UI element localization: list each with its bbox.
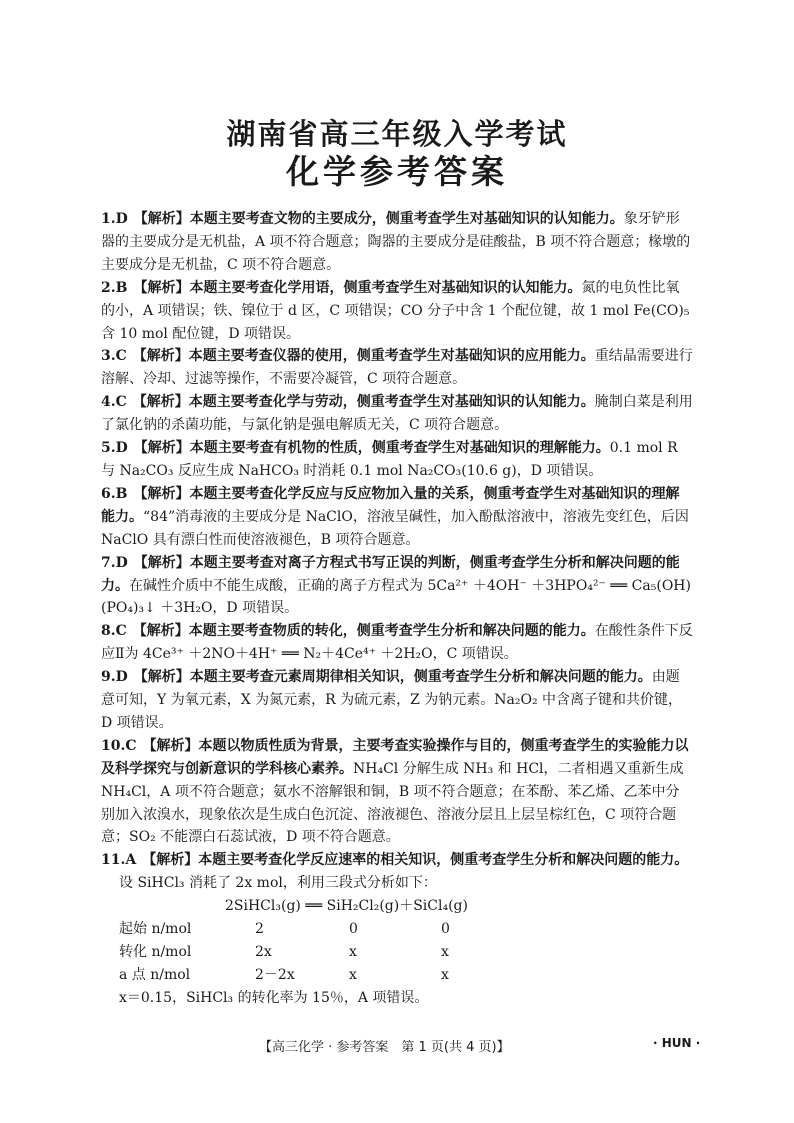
answer-detail: 在碱性介质中不能生成酸，正确的离子方程式为 5Ca²⁺ ＋4OH⁻ ＋3HPO₄²⁻ ══ Ca₅(OH)(PO₄)₃↓ ＋3H₂O，D 项错误。 [101, 577, 691, 617]
answer-detail: “84”消毒液的主要成分是 NaClO，溶液呈碱性，加入酚酞溶液中，溶液先变红色，后因 NaClO 具有漂白性而使溶液褪色，B 项符合题意。 [101, 508, 689, 548]
answer-number: 5.D [101, 440, 128, 457]
answer-item-10 [101, 735, 693, 850]
row-value-sihcl3: 2 [255, 921, 264, 938]
analysis-tag: 【解析】 [132, 394, 189, 411]
answer-item-5 [101, 437, 693, 483]
answer-item-4 [101, 391, 693, 437]
analysis-tag: 【解析】 [142, 737, 199, 754]
row-value-sicl4: x [441, 966, 449, 983]
answer-lead: 本题主要考查化学与劳动，侧重考查学生对基础知识的认知能力。 [188, 394, 595, 411]
answer-lead: 本题主要考查文物的主要成分，侧重考查学生对基础知识的认知能力。 [189, 211, 624, 227]
analysis-tag: 【解析】 [133, 440, 190, 457]
answer-number: 2.B [101, 279, 128, 296]
answer-item-7 [101, 552, 693, 621]
analysis-tag: 【解析】 [133, 669, 190, 686]
answer-number: 6.B [101, 485, 128, 502]
answer-detail: 0.1 mol R 与 Na₂CO₃ 反应生成 NaHCO₃ 时消耗 0.1 mol Na₂CO₃(10.6 g)，D 项错误。 [101, 440, 678, 479]
region-code: · HUN · [653, 1036, 701, 1050]
answer-detail: 腌制白菜是利用了氯化钠的杀菌功能，与氯化钠是强电解质无关，C 项符合题意。 [101, 394, 693, 434]
row-value-sihcl3: 2x [255, 943, 272, 960]
row-value-sih2cl2: x [349, 966, 357, 983]
analysis-tag: 【解析】 [132, 623, 189, 640]
answer-number: 1.D [101, 211, 128, 227]
answer-item-2 [101, 277, 693, 346]
answer-detail: 象牙铲形器的主要成分是无机盐，A 项不符合题意；陶器的主要成分是硅酸盐，B 项不符合题意；椽墩的主要成分是无机盐，C 项不符合题意。 [101, 211, 691, 273]
row-value-sicl4: x [441, 943, 449, 960]
row-label: 起始 n/mol [119, 921, 192, 938]
answer-number: 4.C [101, 394, 127, 411]
answer-detail: 由题意可知，Y 为氧元素，X 为氮元素，R 为硫元素，Z 为钠元素。Na₂O₂ 中含离子键和共价键，D 项错误。 [101, 669, 683, 731]
row-value-sicl4: 0 [441, 921, 450, 938]
page-subtitle: 化学参考答案 [286, 152, 508, 191]
answer-lead: 本题主要考查物质的转化，侧重考查学生分析和解决问题的能力。 [188, 623, 595, 640]
answer-item-11 [101, 849, 693, 872]
answer-list [101, 208, 693, 1010]
answer-detail: 在酸性条件下反应Ⅱ为 4Ce³⁺ ＋2NO＋4H⁺ ══ N₂＋4Ce⁴⁺ ＋2H₂O，C 项错误。 [101, 623, 693, 663]
row-label: a 点 n/mol [119, 966, 191, 983]
answer-item-8 [101, 620, 693, 666]
answer-lead: 本题主要考查化学反应与反应物加入量的关系，侧重考查学生对基础知识的理解能力。 [101, 485, 680, 525]
answer-number: 3.C [101, 348, 127, 365]
q11-equation: 2SiHCl₃(g) ══ SiH₂Cl₂(g)＋SiCl₄(g) [225, 898, 468, 915]
answer-detail: 氮的电负性比氧的小，A 项错误；铁、镍位于 d 区，C 项错误；CO 分子中含 1 个配位键，故 1 mol Fe(CO)₅ 含 10 mol 配位键，D 项错误。 [101, 279, 690, 342]
q11-conclusion: x＝0.15，SiHCl₃ 的转化率为 15％，A 项错误。 [119, 989, 429, 1006]
answer-item-6 [101, 483, 693, 552]
row-value-sih2cl2: x [349, 943, 357, 960]
answer-lead: 本题主要考查仪器的使用，侧重考查学生对基础知识的应用能力。 [188, 348, 595, 365]
answer-lead: 本题以物质性质为背景，主要考查实验操作与目的，侧重考查学生的实验能力以及科学探究与创新意识的学科核心素养。 [101, 737, 689, 777]
three-stage-row-change [119, 941, 693, 964]
analysis-tag: 【解析】 [132, 348, 189, 365]
answer-detail: 重结晶需要进行溶解、冷却、过滤等操作，不需要冷凝管，C 项符合题意。 [101, 348, 693, 388]
row-label: 转化 n/mol [119, 943, 192, 960]
answer-item-1 [101, 208, 693, 277]
row-value-sihcl3: 2－2x [255, 966, 295, 983]
answer-number: 10.C [101, 737, 137, 754]
analysis-tag: 【解析】 [133, 211, 190, 227]
three-stage-row-initial [119, 918, 693, 941]
row-value-sih2cl2: 0 [349, 921, 358, 938]
analysis-tag: 【解析】 [133, 279, 190, 296]
answer-number: 9.D [101, 669, 128, 686]
analysis-tag: 【解析】 [133, 485, 190, 502]
answer-number: 11.A [101, 852, 137, 869]
q11-setup: 设 SiHCl₃ 消耗了 2x mol，利用三段式分析如下： [119, 875, 437, 892]
analysis-tag: 【解析】 [142, 852, 199, 869]
answer-lead: 本题主要考查化学用语，侧重考查学生对基础知识的认知能力。 [189, 279, 582, 296]
page-footer: 【高三化学 · 参考答案 第 1 页(共 4 页)】 [259, 1040, 510, 1055]
answer-number: 8.C [101, 623, 127, 640]
answer-lead: 本题主要考查对离子方程式书写正误的判断，侧重考查学生分析和解决问题的能力。 [101, 554, 680, 594]
three-stage-row-point-a [119, 964, 693, 987]
answer-number: 7.D [101, 554, 128, 571]
answer-item-9 [101, 666, 693, 735]
answer-lead: 本题主要考查有机物的性质，侧重考查学生对基础知识的理解能力。 [189, 440, 610, 457]
answer-item-3 [101, 345, 693, 391]
answer-detail: NH₄Cl 分解生成 NH₃ 和 HCl，二者相遇又重新生成 NH₄Cl，A 项不符合题意；氨水不溶解银和铜，B 项不符合题意；在苯酚、苯乙烯、乙苯中分别加入浓溴水，现象依次是生成白色沉淀、溶液褪色、溶液分层且上层呈棕红色，C 项符合题意；SO₂ 不能漂白石蕊试液，D 项不符合题意。 [101, 760, 684, 846]
analysis-tag: 【解析】 [133, 554, 190, 571]
page-title: 湖南省高三年级入学考试 [226, 117, 568, 151]
answer-lead: 本题主要考查元素周期律相关知识，侧重考查学生分析和解决问题的能力。 [189, 669, 652, 686]
answer-lead: 本题主要考查化学反应速率的相关知识，侧重考查学生分析和解决问题的能力。 [198, 852, 689, 869]
